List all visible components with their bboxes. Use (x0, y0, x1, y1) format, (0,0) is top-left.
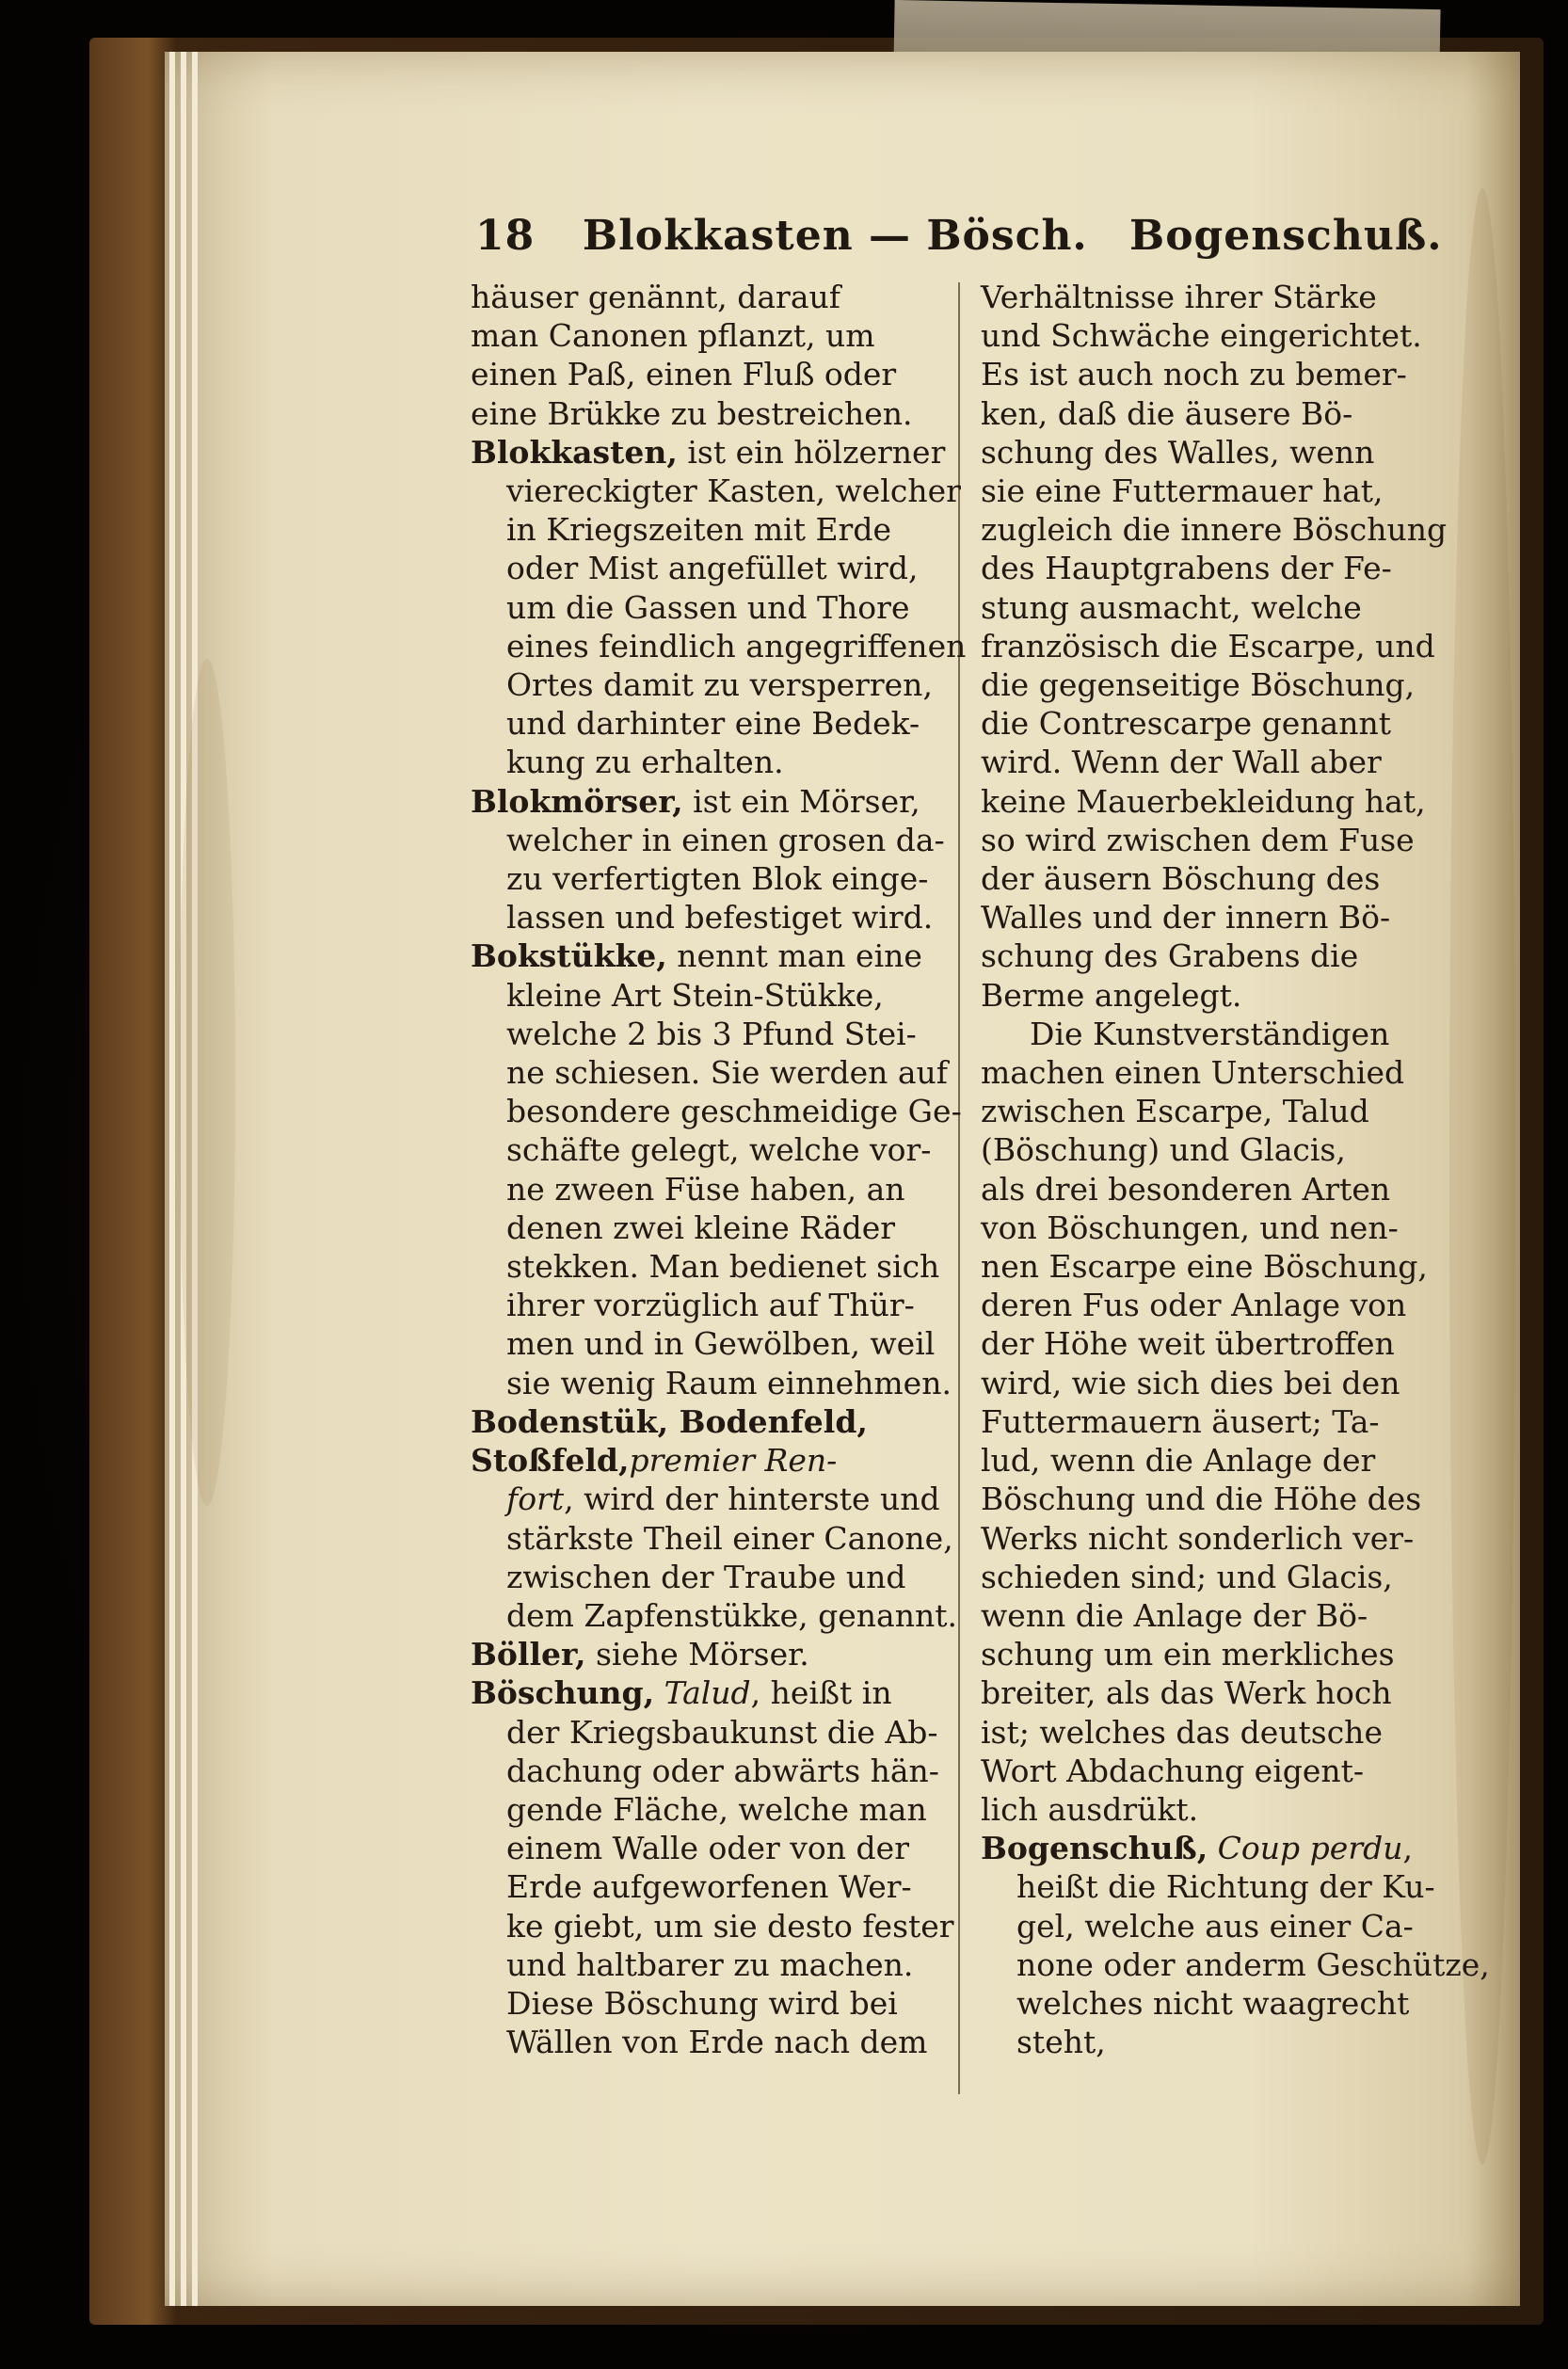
text-line (981, 665, 1490, 704)
text-line (471, 936, 966, 975)
text-line (471, 394, 966, 433)
page-number: 18 (475, 212, 536, 260)
line-text: stung ausmacht, welche (981, 588, 1362, 626)
text-line (981, 355, 1490, 393)
text-line (471, 1209, 966, 1247)
line-text: breiter, als das Werk hoch (981, 1674, 1392, 1712)
foreign-term: Coup perdu (1208, 1830, 1403, 1867)
text-line (471, 627, 966, 665)
line-text: französisch die Escarpe, und (981, 627, 1435, 664)
text-line (471, 1480, 966, 1518)
line-text: zwischen Escarpe, Talud (981, 1093, 1369, 1130)
line-text: Futtermauern äusert; Ta- (981, 1402, 1380, 1440)
line-text: Verhältnisse ihrer Stärke (981, 279, 1377, 315)
text-line (471, 821, 966, 859)
line-text: die Contrescarpe genannt (981, 705, 1391, 743)
text-line (471, 1092, 966, 1130)
text-line (471, 1558, 966, 1596)
text-line (981, 704, 1490, 743)
text-line (471, 1673, 966, 1712)
text-line (981, 1519, 1490, 1558)
line-text: der äusern Böschung des (981, 860, 1381, 898)
line-text: Die Kunstverständigen (1030, 1015, 1390, 1052)
text-line (471, 433, 966, 472)
line-text: und haltbarer zu machen. (506, 1945, 914, 1983)
text-line (471, 1907, 966, 1945)
text-line (981, 1092, 1490, 1130)
entry-term: Stoßfeld, (471, 1442, 630, 1480)
line-text: ist; welches das deutsche (981, 1713, 1383, 1751)
text-line (981, 1945, 1490, 1984)
line-text: deren Fus oder Anlage von (981, 1287, 1407, 1324)
line-text: Ortes damit zu versperren, (506, 666, 933, 704)
line-text: und Schwäche eingerichtet. (981, 317, 1422, 355)
text-line (981, 743, 1490, 781)
line-text: schäfte gelegt, welche vor- (506, 1131, 932, 1169)
line-text: steht, (1016, 2024, 1106, 2061)
line-text: dachung oder abwärts hän- (506, 1752, 939, 1789)
line-text: denen zwei kleine Räder (506, 1209, 895, 1246)
right-column (981, 278, 1490, 2061)
stain (179, 659, 235, 1506)
text-line (981, 433, 1490, 472)
line-text: ihrer vorzüglich auf Thür- (506, 1287, 915, 1324)
text-line (981, 1402, 1490, 1441)
line-text: ne zween Füse haben, an (506, 1170, 905, 1208)
text-line (471, 1324, 966, 1363)
line-text: häuser genännt, darauf (471, 279, 840, 315)
line-text: (Böschung) und Glacis, (981, 1131, 1346, 1169)
line-text: als drei besonderen Arten (981, 1170, 1391, 1208)
line-text: eines feindlich angegriffenen (506, 627, 967, 664)
line-text: Walles und der innern Bö- (981, 899, 1391, 936)
entry-term: Blokmörser, (471, 782, 683, 820)
line-text: viereckigter Kasten, welcher (506, 472, 961, 510)
text-line (471, 1286, 966, 1324)
line-text: welches nicht waagrecht (1016, 1984, 1410, 2022)
text-line (981, 936, 1490, 975)
line-text: kung zu erhalten. (506, 744, 784, 781)
text-line (981, 1713, 1490, 1752)
text-line (981, 1247, 1490, 1286)
text-line (471, 316, 966, 355)
line-text: welcher in einen grosen da- (506, 821, 945, 858)
entry-term: Böller, (471, 1636, 586, 1673)
left-column (471, 278, 966, 2061)
text-line (471, 510, 966, 549)
line-text: lassen und befestiget wird. (506, 899, 934, 936)
line-text: sie eine Futtermauer hat, (981, 472, 1384, 510)
text-line (981, 821, 1490, 859)
line-text: Berme angelegt. (981, 976, 1242, 1014)
text-line (981, 1480, 1490, 1518)
line-text: welche 2 bis 3 Pfund Stei- (506, 1015, 917, 1052)
line-text: stekken. Man bedienet sich (506, 1248, 940, 1286)
line-text: nen Escarpe eine Böschung, (981, 1248, 1428, 1286)
text-line (981, 2023, 1490, 2061)
line-text: schung des Walles, wenn (981, 433, 1375, 471)
line-text: Böschung und die Höhe des (981, 1481, 1422, 1518)
line-text: machen einen Unterschied (981, 1054, 1405, 1092)
line-text: die gegenseitige Böschung, (981, 666, 1416, 704)
text-line (981, 394, 1490, 433)
text-line (471, 1441, 966, 1480)
entry-term: Bokstükke, (471, 937, 667, 975)
text-line (471, 1945, 966, 1984)
line-text: keine Mauerbekleidung hat, (981, 782, 1426, 820)
text-line (471, 898, 966, 936)
running-head-left: Blokkasten — Bösch. (582, 212, 1088, 260)
text-line (981, 588, 1490, 627)
line-text: besondere geschmeidige Ge- (506, 1093, 962, 1130)
running-head-right: Bogenschuß. (1129, 212, 1443, 260)
text-line (981, 1829, 1490, 1867)
text-line (981, 1558, 1490, 1596)
line-text: einem Walle oder von der (506, 1830, 909, 1867)
entry-term: Bodenstük, Bodenfeld, (471, 1402, 868, 1440)
line-text: schung um ein merkliches (981, 1636, 1395, 1673)
line-text: gende Fläche, welche man (506, 1790, 927, 1828)
text-line (471, 1596, 966, 1635)
text-line (981, 1984, 1490, 2023)
line-text: ken, daß die äusere Bö- (981, 394, 1353, 432)
entry-term: Böschung, (471, 1674, 655, 1712)
foreign-term: fort (506, 1481, 565, 1518)
line-text: zugleich die innere Böschung (981, 511, 1448, 549)
text-line (471, 859, 966, 898)
text-line (471, 549, 966, 587)
text-line (981, 549, 1490, 587)
text-line (471, 1790, 966, 1829)
line-text: Wällen von Erde nach dem (506, 2024, 928, 2061)
line-text: wird. Wenn der Wall aber (981, 744, 1382, 781)
text-line (981, 1907, 1490, 1945)
text-line (981, 898, 1490, 936)
text-line (471, 782, 966, 821)
text-line (471, 1247, 966, 1286)
line-text: eine Brükke zu bestreichen. (471, 394, 913, 432)
line-text: ist ein Mörser, (682, 782, 920, 820)
foreign-term: premier Ren- (629, 1442, 838, 1480)
line-text: zu verfertigten Blok einge- (506, 860, 929, 898)
text-line (981, 316, 1490, 355)
line-text: heißt die Richtung der Ku- (1016, 1868, 1435, 1906)
line-text: um die Gassen und Thore (506, 588, 910, 626)
line-text: von Böschungen, und nen- (981, 1209, 1399, 1246)
line-text: ke giebt, um sie desto fester (506, 1907, 954, 1945)
line-text: none oder anderm Geschütze, (1016, 1945, 1490, 1983)
line-text: des Hauptgrabens der Fe- (981, 550, 1392, 587)
line-text: kleine Art Stein-Stükke, (506, 976, 884, 1014)
line-text: schieden sind; und Glacis, (981, 1558, 1393, 1595)
text-line (981, 1209, 1490, 1247)
foreign-term: Talud (654, 1674, 751, 1712)
line-text: man Canonen pflanzt, um (471, 317, 875, 355)
text-line (471, 1519, 966, 1558)
text-line (981, 1286, 1490, 1324)
line-text: oder Mist angefüllet wird, (506, 550, 919, 587)
text-line (471, 472, 966, 510)
text-line (981, 1752, 1490, 1790)
text-line (471, 1015, 966, 1053)
text-line (471, 1364, 966, 1402)
text-line (981, 1015, 1490, 1053)
text-line (981, 472, 1490, 510)
text-line (471, 976, 966, 1015)
text-line (981, 1635, 1490, 1673)
line-text: so wird zwischen dem Fuse (981, 821, 1415, 858)
text-line (981, 627, 1490, 665)
line-text: Wort Abdachung eigent- (981, 1752, 1365, 1789)
line-text: sie wenig Raum einnehmen. (506, 1364, 952, 1401)
text-line (981, 1673, 1490, 1712)
text-line (981, 1790, 1490, 1829)
line-text: Werks nicht sonderlich ver- (981, 1519, 1415, 1557)
text-line (471, 1053, 966, 1092)
text-line (981, 1130, 1490, 1169)
entry-term: Blokkasten, (471, 433, 678, 471)
text-line (981, 976, 1490, 1015)
text-line (981, 1596, 1490, 1635)
line-text: ist ein hölzerner (677, 433, 946, 471)
text-line (471, 704, 966, 743)
line-text: ne schiesen. Sie werden auf (506, 1054, 948, 1092)
text-line (981, 510, 1490, 549)
text-line (471, 1402, 966, 1441)
line-text: zwischen der Traube und (506, 1558, 906, 1595)
text-line (471, 665, 966, 704)
text-line (981, 859, 1490, 898)
text-line (471, 1635, 966, 1673)
line-text: wird, wie sich dies bei den (981, 1364, 1400, 1401)
text-line (981, 1364, 1490, 1402)
text-line (471, 1713, 966, 1752)
line-text: lich ausdrükt. (981, 1790, 1199, 1828)
line-text: gel, welche aus einer Ca- (1016, 1907, 1414, 1945)
line-text: der Kriegsbaukunst die Ab- (506, 1713, 938, 1751)
line-text: schung des Grabens die (981, 937, 1359, 975)
text-line (471, 743, 966, 781)
text-line (471, 588, 966, 627)
text-line (471, 1829, 966, 1867)
line-text: , (1402, 1830, 1413, 1867)
text-line (981, 278, 1490, 316)
text-line (471, 1752, 966, 1790)
text-line (981, 1441, 1490, 1480)
text-line (981, 1324, 1490, 1363)
text-line (471, 1867, 966, 1906)
line-text: stärkste Theil einer Canone, (506, 1519, 953, 1557)
line-text: nennt man eine (666, 937, 922, 975)
line-text: wenn die Anlage der Bö- (981, 1596, 1368, 1634)
text-line (981, 1170, 1490, 1209)
header-left (475, 212, 1088, 260)
text-line (981, 1053, 1490, 1092)
text-line (981, 1867, 1490, 1906)
line-text: Es ist auch noch zu bemer- (981, 356, 1407, 393)
entry-term: Bogenschuß, (981, 1830, 1208, 1867)
line-text: siehe Mörser. (585, 1636, 809, 1673)
line-text: dem Zapfenstükke, genannt. (506, 1596, 957, 1634)
text-line (471, 278, 966, 316)
line-text: Erde aufgeworfenen Wer- (506, 1868, 912, 1906)
line-text: , heißt in (750, 1674, 892, 1712)
text-line (471, 1170, 966, 1209)
line-text: in Kriegszeiten mit Erde (506, 511, 891, 549)
text-line (471, 1130, 966, 1169)
text-line (471, 2023, 966, 2061)
line-text: Diese Böschung wird bei (506, 1984, 898, 2022)
text-line (981, 782, 1490, 821)
line-text: lud, wenn die Anlage der (981, 1442, 1376, 1480)
line-text: men und in Gewölben, weil (506, 1325, 936, 1363)
text-line (471, 1984, 966, 2023)
page-edge (169, 52, 175, 2306)
line-text: der Höhe weit übertroffen (981, 1325, 1395, 1363)
line-text: einen Paß, einen Fluß oder (471, 356, 897, 393)
text-line (471, 355, 966, 393)
line-text: , wird der hinterste und (564, 1481, 940, 1518)
line-text: und darhinter eine Bedek- (506, 705, 920, 743)
